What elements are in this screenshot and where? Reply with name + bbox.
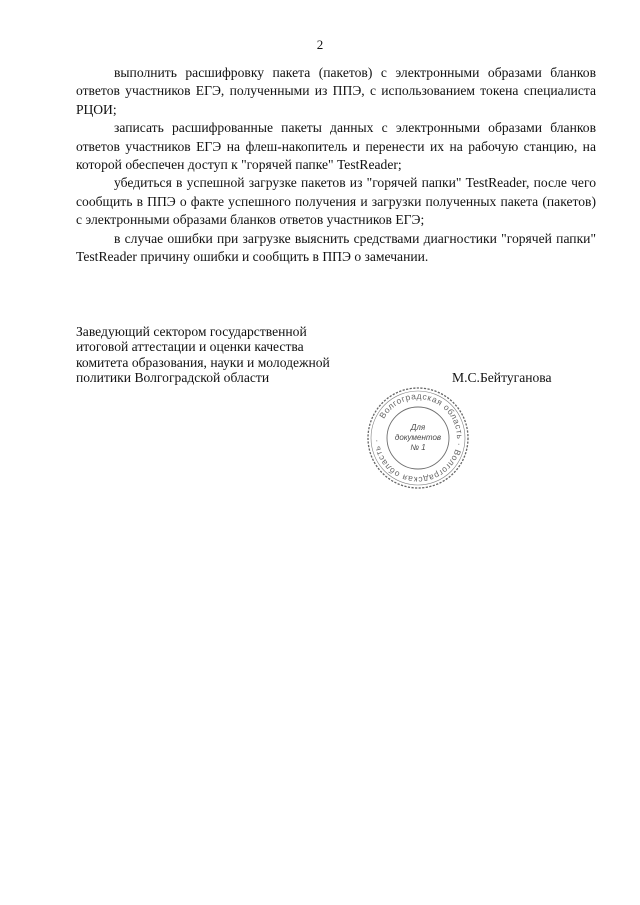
svg-text:Волгоградская область · Волгог: Волгоградская область · Волгоградская область ·: [370, 390, 466, 486]
stamp-center-line: № 1: [410, 443, 426, 452]
signatory-title-line: политики Волгоградской области: [76, 370, 270, 386]
page-number: 2: [316, 37, 324, 52]
official-stamp: [366, 386, 470, 490]
signer-name: М.С.Бейтуганова: [452, 370, 552, 385]
paragraph-decrypt-packets: выполнить расшифровку пакета (пакетов) с электронными образами бланков ответов участников ЕГЭ, полученными из ППЭ, с использованием токена специалиста РЦОИ;: [76, 65, 596, 117]
signatory-title-line: итоговой аттестации и оценки качества: [76, 339, 304, 355]
stamp-center-line: Для: [410, 423, 426, 432]
paragraph-write-to-flash: записать расшифрованные пакеты данных с электронными образами бланков ответов участников ЕГЭ на флеш-накопитель и перенести их на рабочую станцию, на которой обеспечен доступ к "горячей папке" TestReader;: [76, 120, 596, 173]
signatory-title-line: комитета образования, науки и молодежной: [76, 354, 330, 370]
stamp-center-line: документов: [394, 433, 442, 442]
body-text: [76, 64, 596, 266]
signatory-title: [76, 324, 366, 386]
paragraph-error-handling: в случае ошибки при загрузке выяснить средствами диагностики "горячей папки" TestReader причину ошибки и сообщить в ППЭ о замечании.: [76, 230, 596, 265]
signatory-title-line: Заведующий сектором государственной: [76, 324, 307, 339]
paragraph-confirm-upload: убедиться в успешной загрузке пакетов из "горячей папки" TestReader, после чего сообщить в ППЭ о факте успешного получения и загрузки полученных пакета (пакетов) с электронными образами бланков ответов участников ЕГЭ;: [76, 175, 596, 228]
